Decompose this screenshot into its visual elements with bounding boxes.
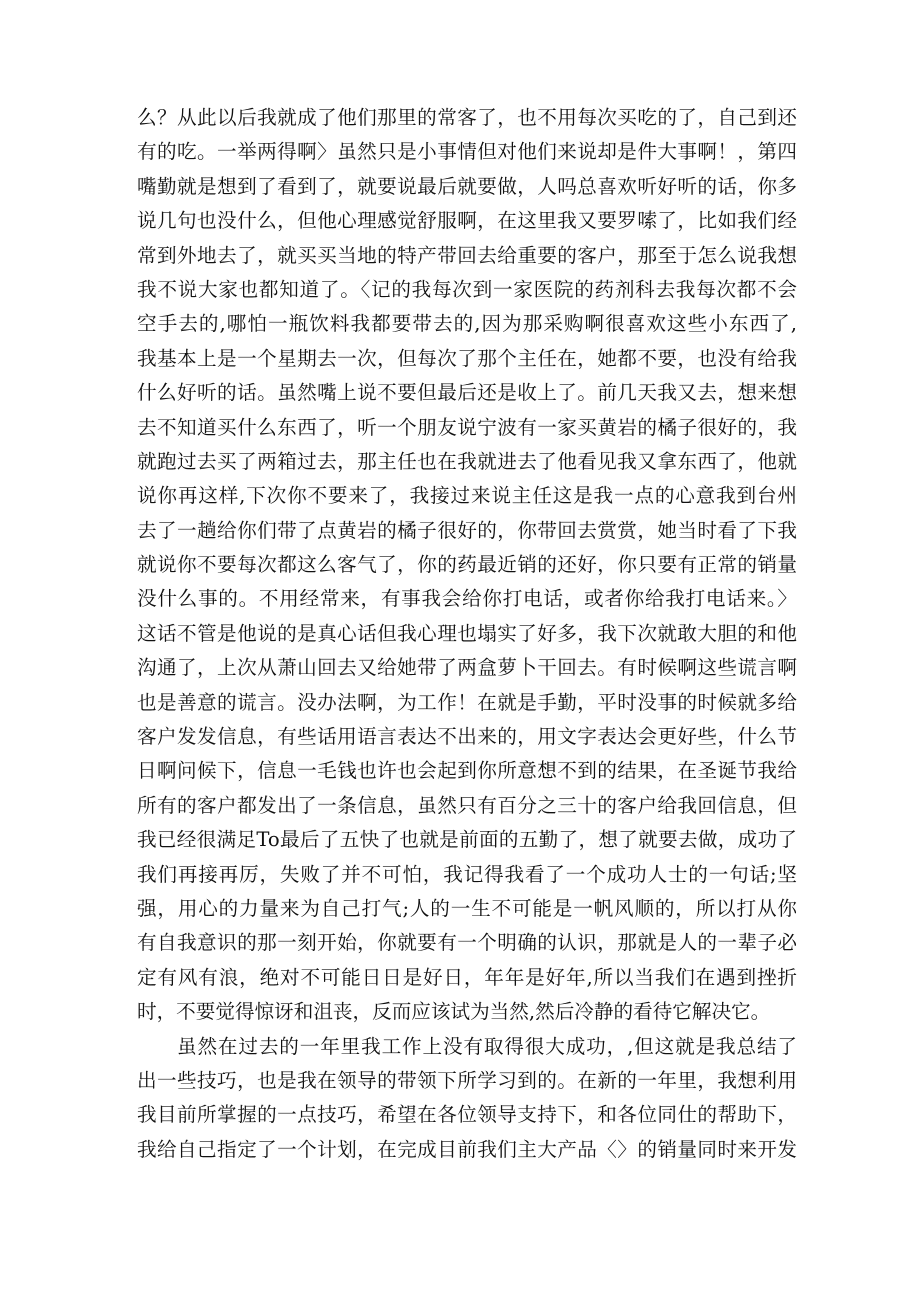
document-body-text [137, 101, 797, 1167]
text-line: 么？从此以后我就成了他们那里的常客了，也不用每次买吃的了，自己到还 [137, 106, 797, 129]
text-line: 强，用心的力量来为自己打气;人的一生不可能是一帆风顺的，所以打从你 [137, 896, 797, 920]
text-line: 常到外地去了，就买买当地的特产带回去给重要的客户，那至于怎么说我想 [137, 243, 797, 267]
text-line: 说几句也没什么，但他心理感觉舒服啊，在这里我又要罗嗦了，比如我们经 [137, 209, 797, 233]
text-line: 我给自己指定了一个计划，在完成目前我们主大产品〈〉的销量同时来开发 [137, 1137, 797, 1161]
text-line: 这话不管是他说的是真心话但我心理也塌实了好多，我下次就敢大胆的和他 [137, 621, 797, 645]
text-line: 去了一趟给你们带了点黄岩的橘子很好的，你带回去赏赏，她当时看了下我 [137, 518, 797, 542]
text-line: 沟通了，上次从萧山回去又给她带了两盒萝卜干回去。有时候啊这些谎言啊 [137, 656, 797, 680]
text-line: 我已经很满足To最后了五快了也就是前面的五勤了，想了就要去做，成功了 [137, 828, 797, 852]
text-line: 没什么事的。不用经常来，有事我会给你打电话，或者你给我打电话来。〉 [137, 587, 797, 611]
text-line: 虽然在过去的一年里我工作上没有取得很大成功，,但这就是我总结了 [177, 1034, 797, 1058]
text-line: 有自我意识的那一刻开始，你就要有一个明确的认识，那就是人的一辈子必 [137, 931, 797, 955]
text-line: 嘴勤就是想到了看到了，就要说最后就要做，人吗总喜欢听好听的话，你多 [137, 174, 797, 198]
text-line: 什么好听的话。虽然嘴上说不要但最后还是收上了。前几天我又去，想来想 [137, 381, 797, 405]
text-line: 时，不要觉得惊讶和沮丧，反而应该试为当然,然后冷静的看待它解决它。 [137, 1000, 771, 1024]
text-line: 也是善意的谎言。没办法啊，为工作！在就是手勤，平时没事的时候就多给 [137, 690, 797, 714]
text-line: 客户发发信息，有些话用语言表达不出来的，用文字表达会更好些，什么节 [137, 725, 797, 749]
text-line: 定有风有浪，绝对不可能日日是好日，年年是好年,所以当我们在遇到挫折 [137, 965, 797, 989]
text-line: 我们再接再厉，失败了并不可怕，我记得我看了一个成功人士的一句话;坚 [137, 862, 797, 886]
text-line: 所有的客户都发出了一条信息，虽然只有百分之三十的客户给我回信息，但 [137, 793, 797, 817]
text-line: 出一些技巧，也是我在领导的带领下所学习到的。在新的一年里，我想利用 [137, 1068, 797, 1092]
text-line: 日啊问候下，信息一毛钱也许也会起到你所意想不到的结果，在圣诞节我给 [137, 759, 797, 783]
text-line: 有的吃。一举两得啊〉虽然只是小事情但对他们来说却是件大事啊！，第四 [137, 140, 797, 164]
text-line: 空手去的,哪怕一瓶饮料我都要带去的,因为那采购啊很喜欢这些小东西了, [137, 312, 797, 336]
text-line: 就说你不要每次都这么客气了，你的药最近销的还好，你只要有正常的销量 [137, 553, 797, 577]
text-line: 我基本上是一个星期去一次，但每次了那个主任在，她都不要，也没有给我 [137, 346, 797, 370]
text-line: 去不知道买什么东西了，听一个朋友说宁波有一家买黄岩的橘子很好的，我 [137, 415, 797, 439]
text-line: 我目前所掌握的一点技巧，希望在各位领导支持下，和各位同仕的帮助下， [137, 1103, 797, 1127]
text-line: 就跑过去买了两箱过去，那主任也在我就进去了他看见我又拿东西了，他就 [137, 449, 797, 473]
text-line: 说你再这样,下次你不要来了，我接过来说主任这是我一点的心意我到台州 [137, 484, 797, 508]
text-line: 我不说大家也都知道了。〈记的我每次到一家医院的药剂科去我每次都不会 [137, 277, 797, 301]
